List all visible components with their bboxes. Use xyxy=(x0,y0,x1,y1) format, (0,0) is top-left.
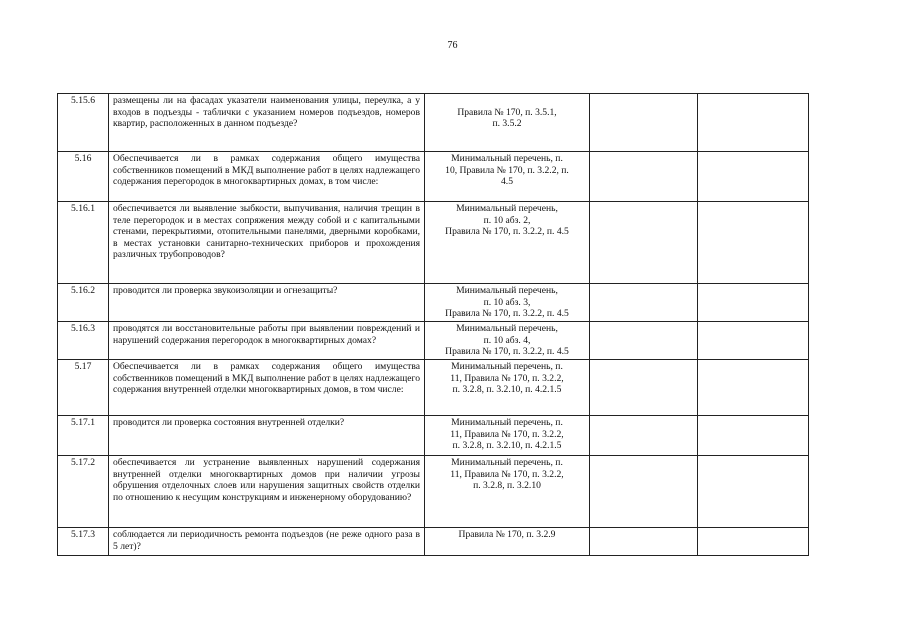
table-row xyxy=(58,202,809,284)
table-row xyxy=(58,416,809,456)
item-number: 5.16.1 xyxy=(58,202,109,284)
table-row xyxy=(58,322,809,360)
item-reference: Минимальный перечень, п. 11, Правила № 170, п. 3.2.2, п. 3.2.8, п. 3.2.10 xyxy=(425,456,590,528)
item-reference: Минимальный перечень, п. 10, Правила № 170, п. 3.2.2, п. 4.5 xyxy=(425,152,590,202)
empty-cell xyxy=(590,202,698,284)
item-question: размещены ли на фасадах указатели наименования улицы, переулка, а у входов в подъезды - таблички с указанием номеров подъездов, номеров квартир, расположенных в данном подъезде? xyxy=(109,94,425,152)
item-number: 5.15.6 xyxy=(58,94,109,152)
empty-cell xyxy=(698,202,809,284)
item-number: 5.17.1 xyxy=(58,416,109,456)
empty-cell xyxy=(590,94,698,152)
empty-cell xyxy=(698,456,809,528)
item-question: обеспечивается ли выявление зыбкости, выпучивания, наличия трещин в теле перегородок и в местах сопряжения между собой и с капитальными стенами, перекрытиями, отопительными панелями, дверными коробками, в местах установки санитарно-технических приборов и прохождения различных трубопроводов? xyxy=(109,202,425,284)
item-number: 5.16.2 xyxy=(58,284,109,322)
empty-cell xyxy=(698,416,809,456)
table-row xyxy=(58,528,809,556)
item-question: Обеспечивается ли в рамках содержания общего имущества собственников помещений в МКД выполнение работ в целях надлежащего содержания перегородок в многоквартирных домах, в том числе: xyxy=(109,152,425,202)
item-question: проводится ли проверка состояния внутренней отделки? xyxy=(109,416,425,456)
item-number: 5.16 xyxy=(58,152,109,202)
item-number: 5.17 xyxy=(58,360,109,416)
item-number: 5.16.3 xyxy=(58,322,109,360)
table-body xyxy=(58,94,809,556)
empty-cell xyxy=(590,528,698,556)
item-question: проводятся ли восстановительные работы при выявлении повреждений и нарушений содержания перегородок в многоквартирных домах? xyxy=(109,322,425,360)
item-reference: Минимальный перечень, п. 11, Правила № 170, п. 3.2.2, п. 3.2.8, п. 3.2.10, п. 4.2.1.5 xyxy=(425,360,590,416)
empty-cell xyxy=(590,152,698,202)
item-reference: Минимальный перечень, п. 11, Правила № 170, п. 3.2.2, п. 3.2.8, п. 3.2.10, п. 4.2.1.5 xyxy=(425,416,590,456)
table-row xyxy=(58,456,809,528)
item-reference: Правила № 170, п. 3.5.1, п. 3.5.2 xyxy=(425,94,590,152)
item-number: 5.17.2 xyxy=(58,456,109,528)
empty-cell xyxy=(590,360,698,416)
empty-cell xyxy=(590,284,698,322)
empty-cell xyxy=(590,416,698,456)
table-row xyxy=(58,360,809,416)
table-row xyxy=(58,284,809,322)
item-question: Обеспечивается ли в рамках содержания общего имущества собственников помещений в МКД выполнение работ в целях надлежащего содержания внутренней отделки многоквартирных домов, в том числе: xyxy=(109,360,425,416)
item-reference: Минимальный перечень, п. 10 абз. 2, Правила № 170, п. 3.2.2, п. 4.5 xyxy=(425,202,590,284)
empty-cell xyxy=(698,360,809,416)
item-question: проводится ли проверка звукоизоляции и огнезащиты? xyxy=(109,284,425,322)
empty-cell xyxy=(698,152,809,202)
empty-cell xyxy=(698,94,809,152)
item-reference: Минимальный перечень, п. 10 абз. 4, Правила № 170, п. 3.2.2, п. 4.5 xyxy=(425,322,590,360)
empty-cell xyxy=(590,322,698,360)
empty-cell xyxy=(590,456,698,528)
item-question: соблюдается ли периодичность ремонта подъездов (не реже одного раза в 5 лет)? xyxy=(109,528,425,556)
empty-cell xyxy=(698,322,809,360)
item-reference: Минимальный перечень, п. 10 абз. 3, Правила № 170, п. 3.2.2, п. 4.5 xyxy=(425,284,590,322)
empty-cell xyxy=(698,284,809,322)
empty-cell xyxy=(698,528,809,556)
table-row xyxy=(58,152,809,202)
item-reference: Правила № 170, п. 3.2.9 xyxy=(425,528,590,556)
checklist-table xyxy=(57,93,809,556)
table-row xyxy=(58,94,809,152)
item-question: обеспечивается ли устранение выявленных нарушений содержания внутренней отделки многоквартирных домов при наличии угрозы обрушения отделочных слоев или нарушения защитных свойств отделки по отношению к несущим конструкциям и инженерному оборудованию? xyxy=(109,456,425,528)
page-number: 76 xyxy=(447,40,458,51)
item-number: 5.17.3 xyxy=(58,528,109,556)
